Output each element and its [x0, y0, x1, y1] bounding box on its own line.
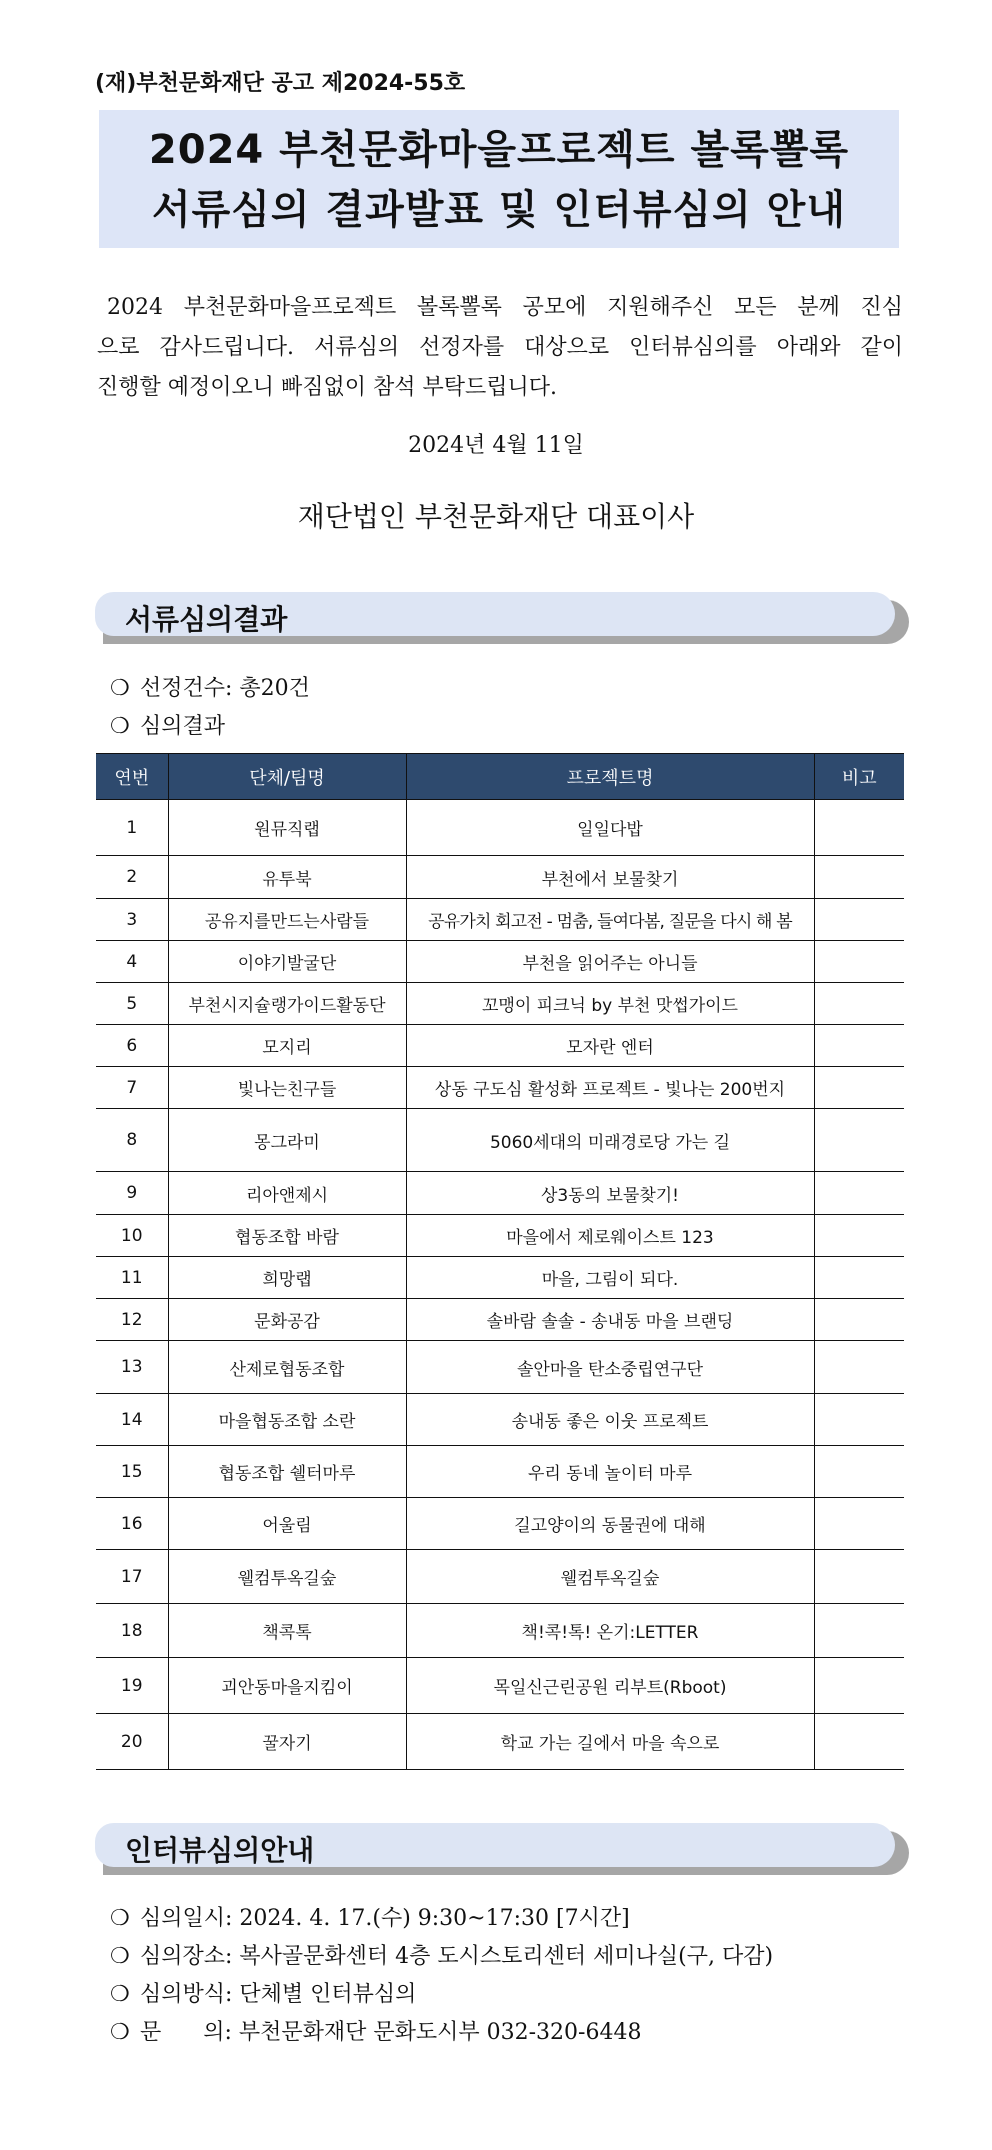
- cell-project: 부천에서 보물찾기: [406, 856, 814, 899]
- interview-place: 심의장소: 복사골문화센터 4층 도시스토리센터 세미나실(구, 다감): [140, 1944, 774, 1969]
- intro-paragraph: [97, 288, 903, 408]
- cell-team: 어울림: [168, 1498, 406, 1550]
- header-project: 프로젝트명: [406, 754, 814, 800]
- cell-note: [814, 1446, 904, 1498]
- cell-note: [814, 1215, 904, 1257]
- header-note: 비고: [814, 754, 904, 800]
- cell-no: 16: [96, 1498, 168, 1550]
- cell-project: 우리 동네 놀이터 마루: [406, 1446, 814, 1498]
- interview-section-header: [95, 1823, 905, 1871]
- cell-note: [814, 1550, 904, 1604]
- cell-team: 모지리: [168, 1025, 406, 1067]
- page-title-box: [99, 110, 899, 248]
- interview-date: 심의일시: 2024. 4. 17.(수) 9:30~17:30 [7시간]: [140, 1906, 630, 1931]
- cell-note: [814, 1658, 904, 1714]
- cell-no: 10: [96, 1215, 168, 1257]
- cell-project: 상3동의 보물찾기!: [406, 1172, 814, 1215]
- table-row: [96, 1658, 904, 1714]
- cell-team: 빛나는친구들: [168, 1067, 406, 1109]
- cell-note: [814, 1025, 904, 1067]
- table-row: [96, 856, 904, 899]
- cell-no: 15: [96, 1446, 168, 1498]
- intro-line3: 진행할 예정이오니 빠짐없이 참석 부탁드립니다.: [97, 375, 558, 400]
- cell-no: 7: [96, 1067, 168, 1109]
- cell-project: 마을에서 제로웨이스트 123: [406, 1215, 814, 1257]
- cell-project: 송내동 좋은 이웃 프로젝트: [406, 1394, 814, 1446]
- cell-project: 목일신근린공원 리부트(Rboot): [406, 1658, 814, 1714]
- result-label: 심의결과: [140, 714, 226, 739]
- interview-place-item: [110, 1938, 773, 1976]
- signer: 재단법인 부천문화재단 대표이사: [297, 500, 695, 533]
- cell-project: 솔안마을 탄소중립연구단: [406, 1341, 814, 1394]
- table-row: [96, 1172, 904, 1215]
- interview-date-item: [110, 1900, 773, 1938]
- interview-section-title: 인터뷰심의안내: [125, 1834, 315, 1867]
- cell-team: 원뮤직랩: [168, 800, 406, 856]
- cell-team: 공유지를만드는사람들: [168, 899, 406, 941]
- cell-no: 20: [96, 1714, 168, 1770]
- cell-team: 마을협동조합 소란: [168, 1394, 406, 1446]
- bullet-icon: ❍: [110, 676, 130, 701]
- cell-project: 공유가치 회고전 - 멈춤, 들여다봄, 질문을 다시 해 봄: [406, 899, 814, 941]
- cell-project: 솔바람 솔솔 - 송내동 마을 브랜딩: [406, 1299, 814, 1341]
- announcement-date: 2024년 4월 11일: [408, 433, 584, 458]
- cell-note: [814, 1109, 904, 1172]
- cell-project: 모자란 엔터: [406, 1025, 814, 1067]
- cell-team: 협동조합 바람: [168, 1215, 406, 1257]
- table-row: [96, 1394, 904, 1446]
- cell-project: 책!콕!톡! 온기:LETTER: [406, 1604, 814, 1658]
- cell-no: 8: [96, 1109, 168, 1172]
- table-row: [96, 1299, 904, 1341]
- cell-project: 부천을 읽어주는 아니들: [406, 941, 814, 983]
- cell-note: [814, 1257, 904, 1299]
- result-section-title: 서류심의결과: [125, 603, 288, 636]
- cell-note: [814, 856, 904, 899]
- cell-team: 괴안동마을지킴이: [168, 1658, 406, 1714]
- interview-contact: 문 의: 부천문화재단 문화도시부 032-320-6448: [140, 2020, 642, 2045]
- cell-team: 문화공감: [168, 1299, 406, 1341]
- cell-note: [814, 1067, 904, 1109]
- cell-no: 14: [96, 1394, 168, 1446]
- selected-count-item: [110, 670, 310, 708]
- cell-project: 학교 가는 길에서 마을 속으로: [406, 1714, 814, 1770]
- cell-note: [814, 1299, 904, 1341]
- bullet-icon: ❍: [110, 1944, 130, 1969]
- table-row: [96, 983, 904, 1025]
- cell-no: 2: [96, 856, 168, 899]
- cell-no: 12: [96, 1299, 168, 1341]
- cell-no: 13: [96, 1341, 168, 1394]
- cell-project: 길고양이의 동물권에 대해: [406, 1498, 814, 1550]
- table-row: [96, 1067, 904, 1109]
- cell-team: 이야기발굴단: [168, 941, 406, 983]
- cell-no: 6: [96, 1025, 168, 1067]
- cell-team: 꿀자기: [168, 1714, 406, 1770]
- table-row: [96, 1109, 904, 1172]
- table-header-row: [96, 754, 904, 800]
- notice-number: (재)부천문화재단 공고 제2024-55호: [95, 71, 466, 96]
- cell-no: 3: [96, 899, 168, 941]
- table-row: [96, 1215, 904, 1257]
- header-team: 단체/팀명: [168, 754, 406, 800]
- cell-note: [814, 1498, 904, 1550]
- cell-project: 마을, 그림이 되다.: [406, 1257, 814, 1299]
- bullet-icon: ❍: [110, 1906, 130, 1931]
- cell-no: 1: [96, 800, 168, 856]
- cell-note: [814, 1341, 904, 1394]
- table-row: [96, 899, 904, 941]
- table-row: [96, 1257, 904, 1299]
- cell-team: 유투북: [168, 856, 406, 899]
- table-row: [96, 1025, 904, 1067]
- cell-team: 협동조합 쉘터마루: [168, 1446, 406, 1498]
- page-title-line2: 서류심의 결과발표 및 인터뷰심의 안내: [152, 187, 846, 233]
- cell-no: 11: [96, 1257, 168, 1299]
- table-row: [96, 1498, 904, 1550]
- cell-team: 리아앤제시: [168, 1172, 406, 1215]
- bullet-icon: ❍: [110, 1982, 130, 2007]
- interview-method-item: [110, 1976, 773, 2014]
- result-summary: [110, 670, 310, 746]
- cell-project: 일일다밥: [406, 800, 814, 856]
- intro-line1: 2024 부천문화마을프로젝트 볼록뽈록 공모에 지원해주신 모든 분께 진심: [107, 295, 903, 320]
- page-title-line1: 2024 부천문화마을프로젝트 볼록뽈록: [148, 127, 850, 173]
- cell-note: [814, 1604, 904, 1658]
- cell-no: 5: [96, 983, 168, 1025]
- table-row: [96, 1341, 904, 1394]
- interview-details: [110, 1900, 773, 2052]
- table-row: [96, 800, 904, 856]
- cell-note: [814, 1394, 904, 1446]
- cell-note: [814, 899, 904, 941]
- bullet-icon: ❍: [110, 2020, 130, 2045]
- cell-no: 18: [96, 1604, 168, 1658]
- table-row: [96, 1604, 904, 1658]
- cell-team: 산제로협동조합: [168, 1341, 406, 1394]
- cell-team: 웰컴투옥길숲: [168, 1550, 406, 1604]
- interview-method: 심의방식: 단체별 인터뷰심의: [140, 1982, 417, 2007]
- cell-no: 19: [96, 1658, 168, 1714]
- cell-note: [814, 983, 904, 1025]
- bullet-icon: ❍: [110, 714, 130, 739]
- cell-note: [814, 941, 904, 983]
- cell-project: 웰컴투옥길숲: [406, 1550, 814, 1604]
- table-row: [96, 941, 904, 983]
- table-row: [96, 1714, 904, 1770]
- cell-note: [814, 800, 904, 856]
- cell-team: 책콕톡: [168, 1604, 406, 1658]
- interview-contact-item: [110, 2014, 773, 2052]
- cell-no: 4: [96, 941, 168, 983]
- results-body: [96, 800, 904, 1770]
- selected-count: 선정건수: 총20건: [140, 676, 310, 701]
- cell-team: 몽그라미: [168, 1109, 406, 1172]
- result-label-item: [110, 708, 310, 746]
- cell-project: 상동 구도심 활성화 프로젝트 - 빛나는 200번지: [406, 1067, 814, 1109]
- cell-team: 부천시지슐랭가이드활동단: [168, 983, 406, 1025]
- cell-project: 꼬맹이 피크닉 by 부천 맛썹가이드: [406, 983, 814, 1025]
- cell-no: 9: [96, 1172, 168, 1215]
- result-section-header: [95, 592, 905, 640]
- cell-project: 5060세대의 미래경로당 가는 길: [406, 1109, 814, 1172]
- cell-no: 17: [96, 1550, 168, 1604]
- table-row: [96, 1446, 904, 1498]
- results-table: [96, 753, 904, 1770]
- cell-note: [814, 1172, 904, 1215]
- cell-team: 희망랩: [168, 1257, 406, 1299]
- header-no: 연번: [96, 754, 168, 800]
- intro-line2: 으로 감사드립니다. 서류심의 선정자를 대상으로 인터뷰심의를 아래와 같이: [97, 335, 903, 360]
- table-row: [96, 1550, 904, 1604]
- cell-note: [814, 1714, 904, 1770]
